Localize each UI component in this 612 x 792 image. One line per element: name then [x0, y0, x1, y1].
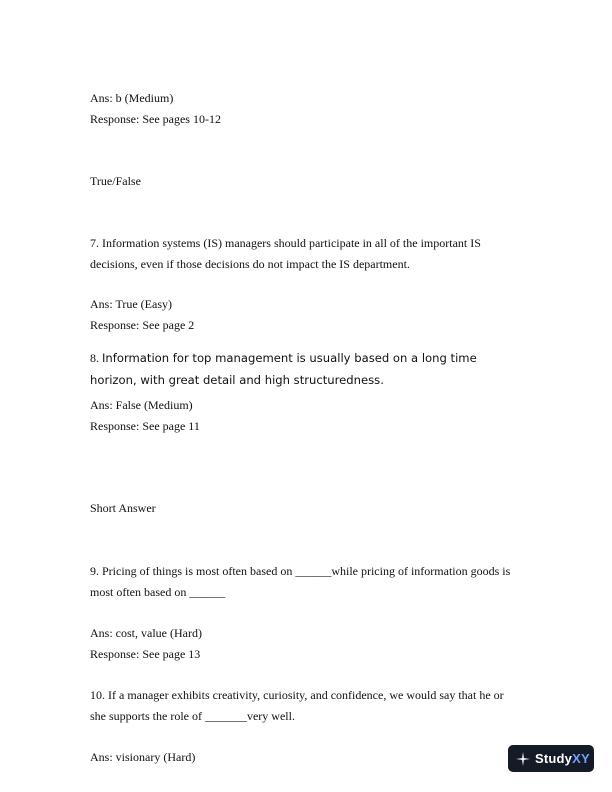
answer-line: Ans: cost, value (Hard) [90, 626, 202, 640]
question-9-line-2: most often based on ______ [90, 585, 226, 599]
response-line: Response: See page 13 [90, 647, 201, 661]
question-8-line-1 [90, 351, 477, 365]
studyxy-badge[interactable] [508, 745, 594, 772]
response-line: Response: See page 11 [90, 419, 200, 433]
question-7-line-1: 7. Information systems (IS) managers should participate in all of the important IS [90, 236, 481, 250]
badge-brand-main: Study [535, 751, 573, 766]
question-8-text: Information for top management is usually based on a long time [102, 351, 477, 365]
section-heading-short-answer: Short Answer [90, 501, 156, 515]
section-heading-true-false: True/False [90, 174, 141, 188]
question-7-line-2: decisions, even if those decisions do not impact the IS department. [90, 257, 410, 271]
response-line: Response: See page 2 [90, 318, 195, 332]
question-10-line-2: she supports the role of _______very well. [90, 709, 295, 723]
plus-sparkle-icon [516, 752, 530, 766]
answer-line: Ans: b (Medium) [90, 91, 174, 105]
response-line: Response: See pages 10-12 [90, 112, 221, 126]
answer-line: Ans: False (Medium) [90, 398, 193, 412]
question-9-line-1: 9. Pricing of things is most often based on ______while pricing of information goods is [90, 564, 511, 578]
question-10-line-1: 10. If a manager exhibits creativity, curiosity, and confidence, we would say that he or [90, 688, 504, 702]
answer-line: Ans: True (Easy) [90, 297, 173, 311]
badge-brand-accent: XY [572, 751, 590, 766]
question-8-number: 8. [90, 351, 102, 365]
badge-brand-text [535, 751, 590, 766]
answer-line: Ans: visionary (Hard) [90, 750, 196, 764]
question-8-line-2: horizon, with great detail and high structuredness. [90, 373, 384, 387]
